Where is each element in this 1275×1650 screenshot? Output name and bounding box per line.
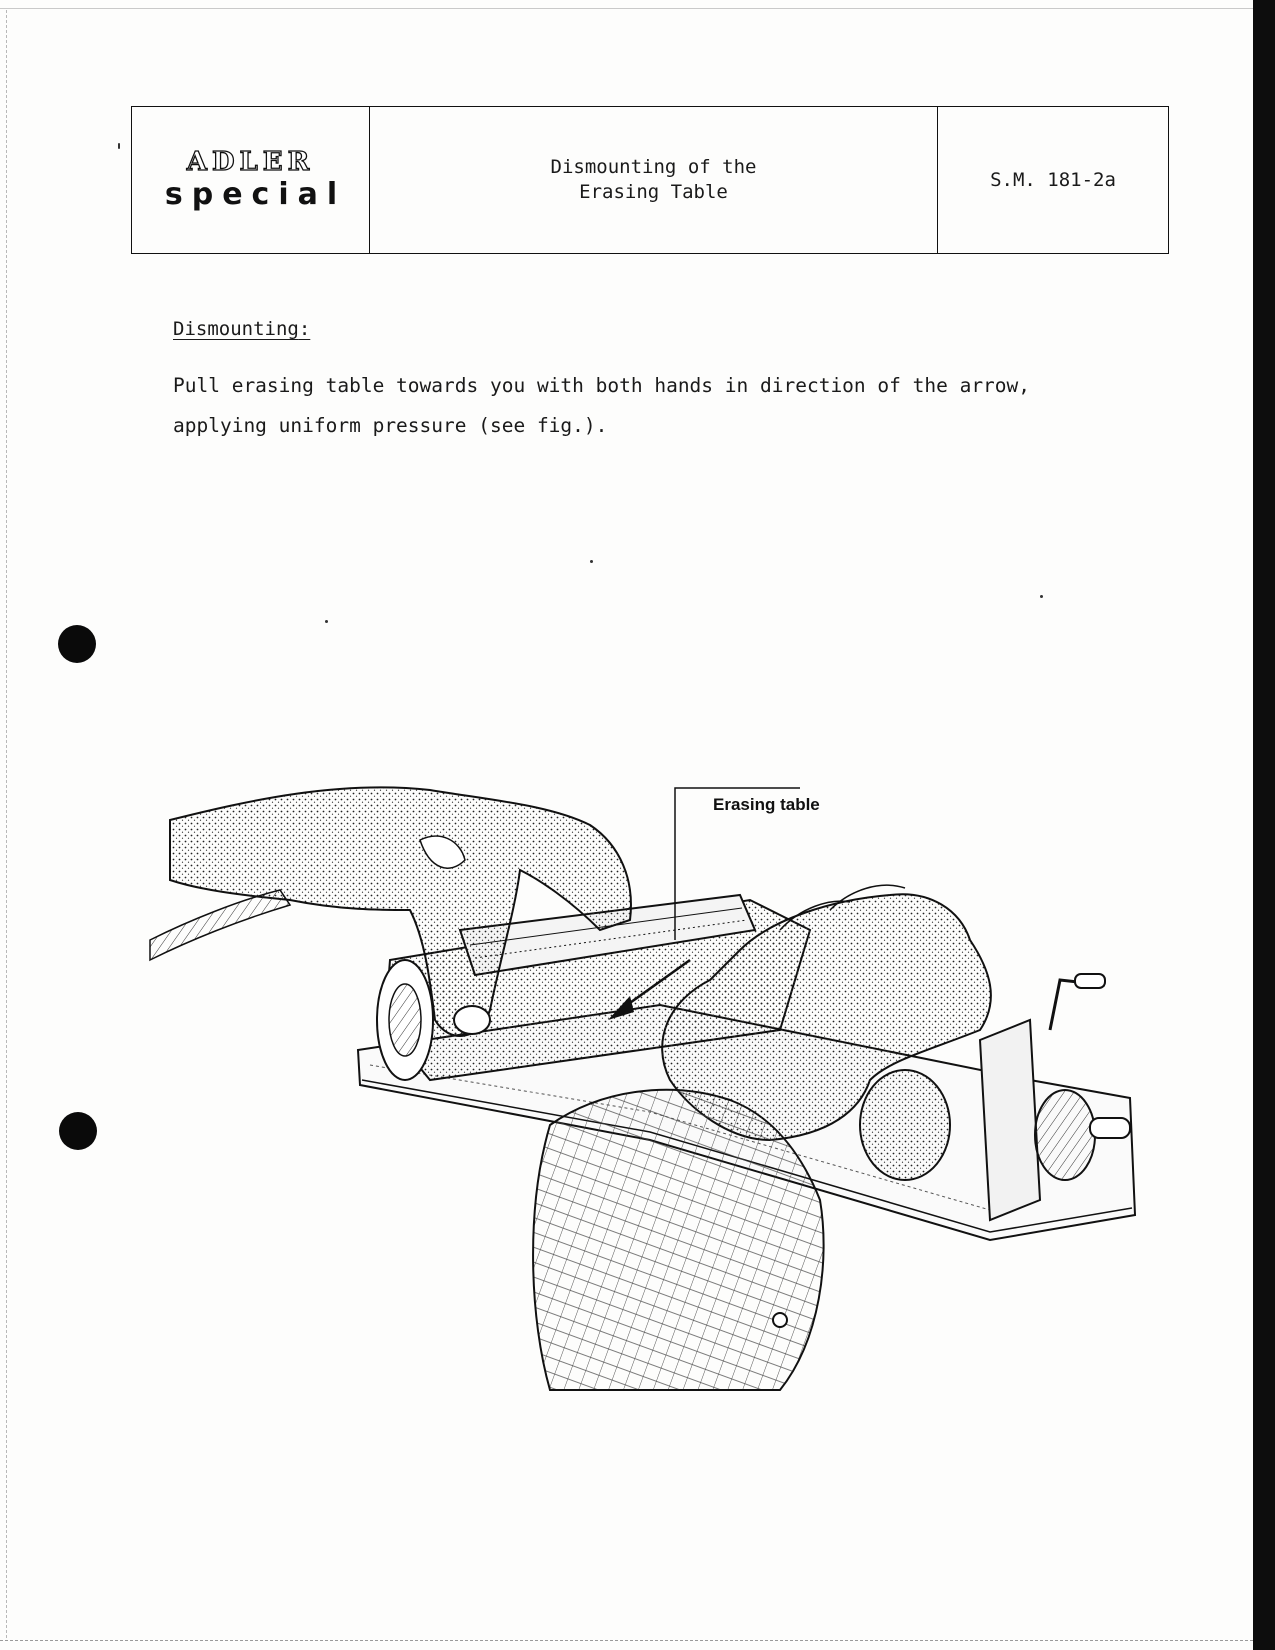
scan-binding-edge [1253,0,1275,1650]
instruction-line-1: Pull erasing table towards you with both hands in direction of the arrow, [173,374,1031,397]
section-heading-colon: : [298,318,311,340]
typewriter-carriage-illustration [130,780,1210,1470]
document-title-line-1: Dismounting of the [550,156,757,178]
document-header [131,106,1169,254]
punch-hole [59,1112,97,1150]
title-cell [370,107,938,253]
erasing-table-callout: Erasing table [713,795,820,814]
scan-top-edge [0,8,1253,9]
section-heading-text: Dismounting [173,318,299,340]
brand-logo-adler: ADLER [186,147,315,177]
scan-speck [590,560,593,563]
scan-speck [1040,595,1043,598]
instruction-line-2: applying uniform pressure (see fig.). [173,414,608,437]
section-heading [173,318,310,340]
figure-illustration [130,780,1210,1470]
punch-hole [58,625,96,663]
brand-logo-special: special [164,177,347,212]
scan-bottom-edge [0,1640,1253,1641]
document-title-line-2: Erasing Table [579,181,728,203]
scan-left-edge [6,10,7,1638]
code-cell [938,107,1168,253]
instruction-paragraph [173,366,1173,446]
brand-cell [132,107,370,253]
document-code: S.M. 181-2a [990,169,1116,191]
scan-speck [325,620,328,623]
scan-speck [118,143,120,149]
